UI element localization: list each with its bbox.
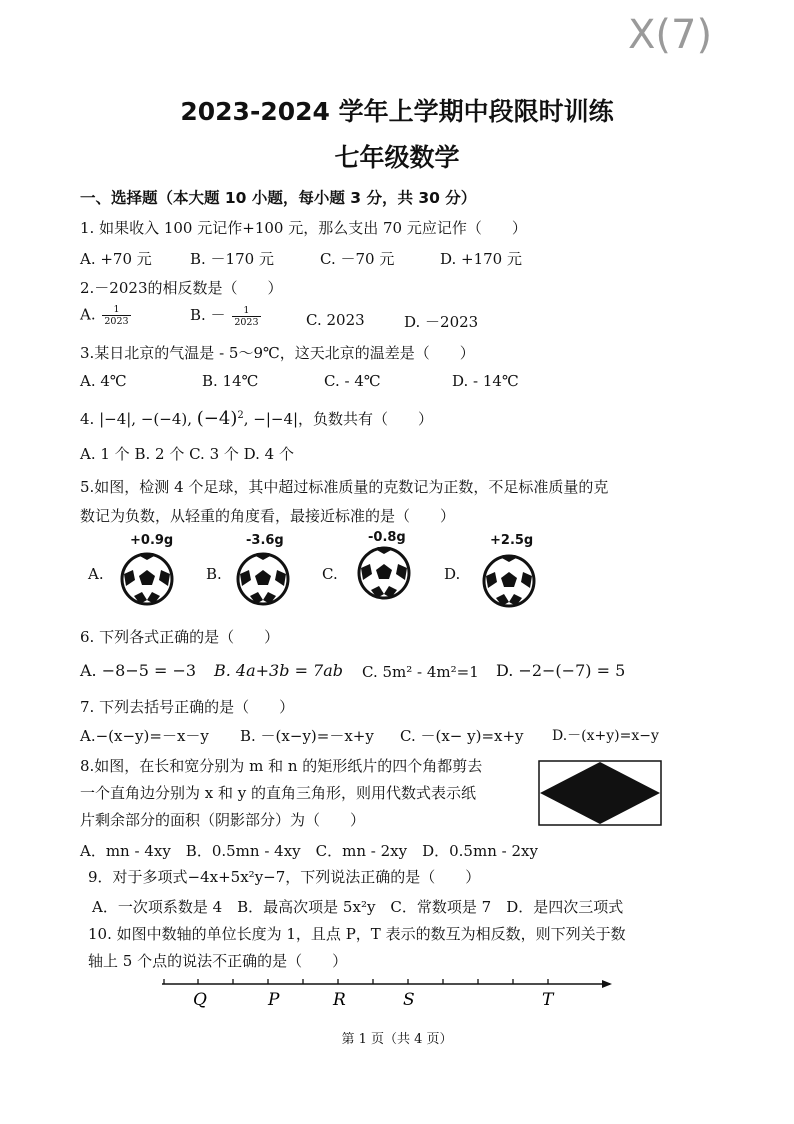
question-1-option-c: C. －70 元 — [320, 250, 395, 268]
question-8-line-3: 片剩余部分的面积（阴影部分）为（ ） — [80, 811, 366, 829]
ball-option-a-letter: A. — [88, 565, 104, 583]
soccer-ball-icon — [120, 552, 174, 606]
question-2-stem: 2.－2023的相反数是（ ） — [80, 279, 283, 297]
question-3-option-b: B. 14℃ — [202, 372, 259, 390]
question-3-option-a: A. 4℃ — [80, 372, 127, 390]
question-4-stem: 4. |−4|, −(−4), $(-4)^2$, −|−4|，负数共有（ ） — [80, 408, 434, 429]
handwritten-mark: X(7) — [628, 12, 713, 58]
question-3-option-d: D. - 14℃ — [452, 372, 519, 390]
page-title: 2023-2024 学年上学期中段限时训练 — [180, 97, 614, 126]
ball-label-a: +0.9g — [130, 533, 174, 548]
ball-label-b: -3.6g — [246, 533, 284, 548]
number-line-figure — [150, 972, 620, 1012]
question-3-stem: 3.某日北京的气温是 - 5～9℃，这天北京的温差是（ ） — [80, 344, 475, 362]
question-9-stem: 9．对于多项式−4x+5x²y−7，下列说法正确的是（ ） — [88, 868, 481, 886]
question-6-option-b: B. 4a+3b = 7ab — [214, 661, 344, 680]
ball-label-d: +2.5g — [490, 533, 534, 548]
question-4-options: A. 1 个 B. 2 个 C. 3 个 D. 4 个 — [80, 445, 294, 463]
question-8-line-1: 8.如图，在长和宽分别为 m 和 n 的矩形纸片的四个角都剪去 — [80, 757, 483, 775]
question-2-option-a — [80, 304, 133, 327]
point-q: Q — [193, 990, 207, 1010]
question-1-option-d: D. +170 元 — [440, 250, 522, 268]
ball-label-c: -0.8g — [368, 530, 406, 545]
point-p: P — [268, 990, 280, 1010]
question-8-options: A．mn - 4xy B．0.5mn - 4xy C．mn - 2xy D．0.5mn - 2xy — [80, 842, 538, 860]
question-5-line-2: 数记为负数，从轻重的角度看，最接近标准的是（ ） — [80, 507, 456, 525]
soccer-ball-icon — [482, 554, 536, 608]
question-7-option-d: D.－(x+y)=x−y — [552, 728, 659, 744]
question-10-line-1: 10. 如图中数轴的单位长度为 1，且点 P，T 表示的数互为相反数，则下列关于数 — [88, 925, 626, 943]
question-7-option-b: B. －(x−y)=－x+y — [240, 727, 374, 745]
section-heading: 一、选择题（本大题 10 小题，每小题 3 分，共 30 分） — [80, 189, 477, 207]
page-subtitle: 七年级数学 — [334, 143, 460, 172]
question-2-option-d: D. －2023 — [404, 313, 479, 331]
question-1-stem: 1. 如果收入 100 元记作+100 元，那么支出 70 元应记作（ ） — [80, 219, 527, 237]
question-7-option-c: C. －(x− y)=x+y — [400, 727, 524, 745]
question-2-option-c: C. 2023 — [306, 311, 365, 329]
question-10-line-2: 轴上 5 个点的说法不正确的是（ ） — [88, 952, 348, 970]
question-6-option-a: A. −8−5 = −3 — [80, 661, 197, 680]
page-number: 第 1 页（共 4 页） — [341, 1032, 453, 1047]
question-5-line-1: 5.如图，检测 4 个足球，其中超过标准质量的克数记为正数，不足标准质量的克 — [80, 478, 609, 496]
point-r: R — [333, 990, 346, 1010]
question-6-option-d: D. −2−(−7) = 5 — [496, 661, 626, 680]
question-3-option-c: C. - 4℃ — [324, 372, 381, 390]
soccer-ball-icon — [236, 552, 290, 606]
ball-option-c-letter: C. — [322, 565, 338, 583]
question-7-stem: 7. 下列去括号正确的是（ ） — [80, 698, 295, 716]
question-9-options: A．一次项系数是 4 B．最高次项是 5x²y C．常数项是 7 D．是四次三项式 — [92, 898, 624, 916]
fraction: $\frac{1}{2023}$ — [234, 304, 259, 328]
question-1-option-a: A. +70 元 — [80, 250, 152, 268]
question-1-option-b: B. －170 元 — [190, 250, 274, 268]
rectangle-rhombus-figure — [538, 760, 662, 826]
soccer-ball-icon — [357, 546, 411, 600]
question-6-option-c: C. 5m² - 4m²=1 — [362, 663, 479, 681]
ball-option-b-letter: B. — [206, 565, 222, 583]
point-t: T — [542, 990, 554, 1010]
question-2-option-b — [190, 304, 263, 328]
option-letter: B. － — [190, 306, 226, 324]
question-8-line-2: 一个直角边分别为 x 和 y 的直角三角形，则用代数式表示纸 — [80, 784, 477, 802]
ball-option-d-letter: D. — [444, 565, 461, 583]
question-7-option-a: A.−(x−y)=－x－y — [80, 727, 209, 745]
point-s: S — [403, 990, 415, 1010]
option-letter: A. — [80, 305, 96, 324]
fraction: $\frac{1}{2023}$ — [104, 304, 129, 327]
question-6-stem: 6. 下列各式正确的是（ ） — [80, 628, 280, 646]
